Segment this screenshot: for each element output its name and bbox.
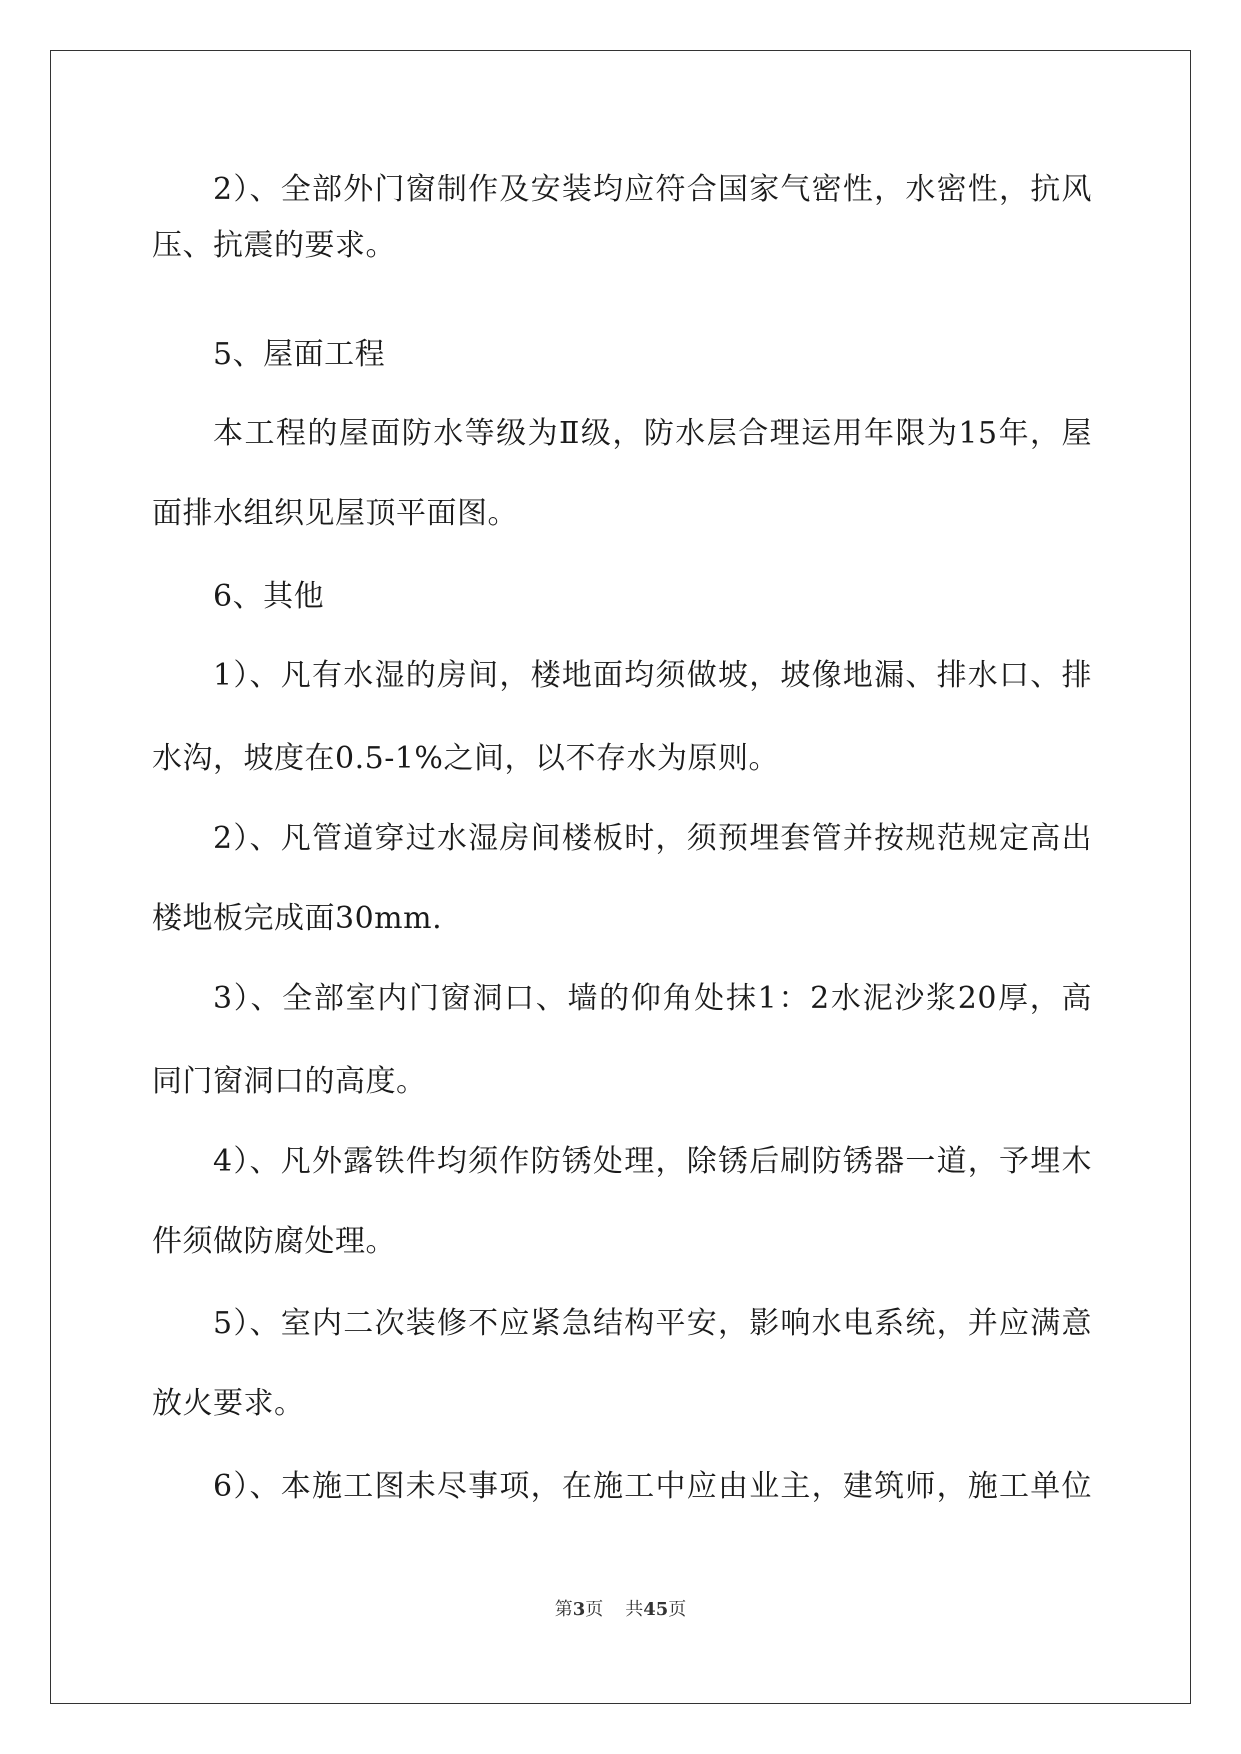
- paragraph-line: 2）、全部外门窗制作及安装均应符合国家气密性，水密性，抗风: [213, 172, 1092, 207]
- paragraph-line: 2）、凡管道穿过水湿房间楼板时，须预埋套管并按规范规定高出: [213, 821, 1092, 856]
- paragraph-line: 楼地板完成面30mm.: [152, 901, 443, 936]
- footer-page-prefix: 第: [554, 1599, 573, 1620]
- paragraph-line: 3）、全部室内门窗洞口、墙的仰角处抹1：2水泥沙浆20厚，高: [213, 981, 1092, 1016]
- paragraph-line: 压、抗震的要求。: [152, 228, 396, 263]
- paragraph-line: 4）、凡外露铁件均须作防锈处理，除锈后刷防锈器一道，予埋木: [213, 1144, 1092, 1179]
- footer-total-suffix: 页: [668, 1599, 687, 1620]
- section-heading: 5、屋面工程: [213, 337, 386, 372]
- page-border: [50, 50, 1191, 1704]
- paragraph-line: 1）、凡有水湿的房间，楼地面均须做坡，坡像地漏、排水口、排: [213, 658, 1092, 693]
- paragraph-line: 水沟，坡度在0.5-1%之间，以不存水为原则。: [152, 741, 779, 776]
- footer-page-number: 3: [572, 1599, 586, 1620]
- footer-total-pages: 45: [643, 1599, 669, 1620]
- paragraph-line: 件须做防腐处理。: [152, 1224, 396, 1259]
- paragraph-line: 本工程的屋面防水等级为Ⅱ级，防水层合理运用年限为15年，屋: [213, 416, 1092, 451]
- paragraph-line: 放火要求。: [152, 1386, 305, 1421]
- section-heading: 6、其他: [213, 579, 325, 614]
- paragraph-line: 同门窗洞口的高度。: [152, 1064, 427, 1099]
- footer-page-suffix: 页: [585, 1599, 604, 1620]
- paragraph-line: 面排水组织见屋顶平面图。: [152, 496, 518, 531]
- paragraph-line: 5）、室内二次装修不应紧急结构平安，影响水电系统，并应满意: [213, 1306, 1092, 1341]
- paragraph-line: 6）、本施工图未尽事项，在施工中应由业主，建筑师，施工单位: [213, 1469, 1092, 1504]
- page-footer: [0, 1598, 1241, 1622]
- footer-total-prefix: 共: [625, 1599, 644, 1620]
